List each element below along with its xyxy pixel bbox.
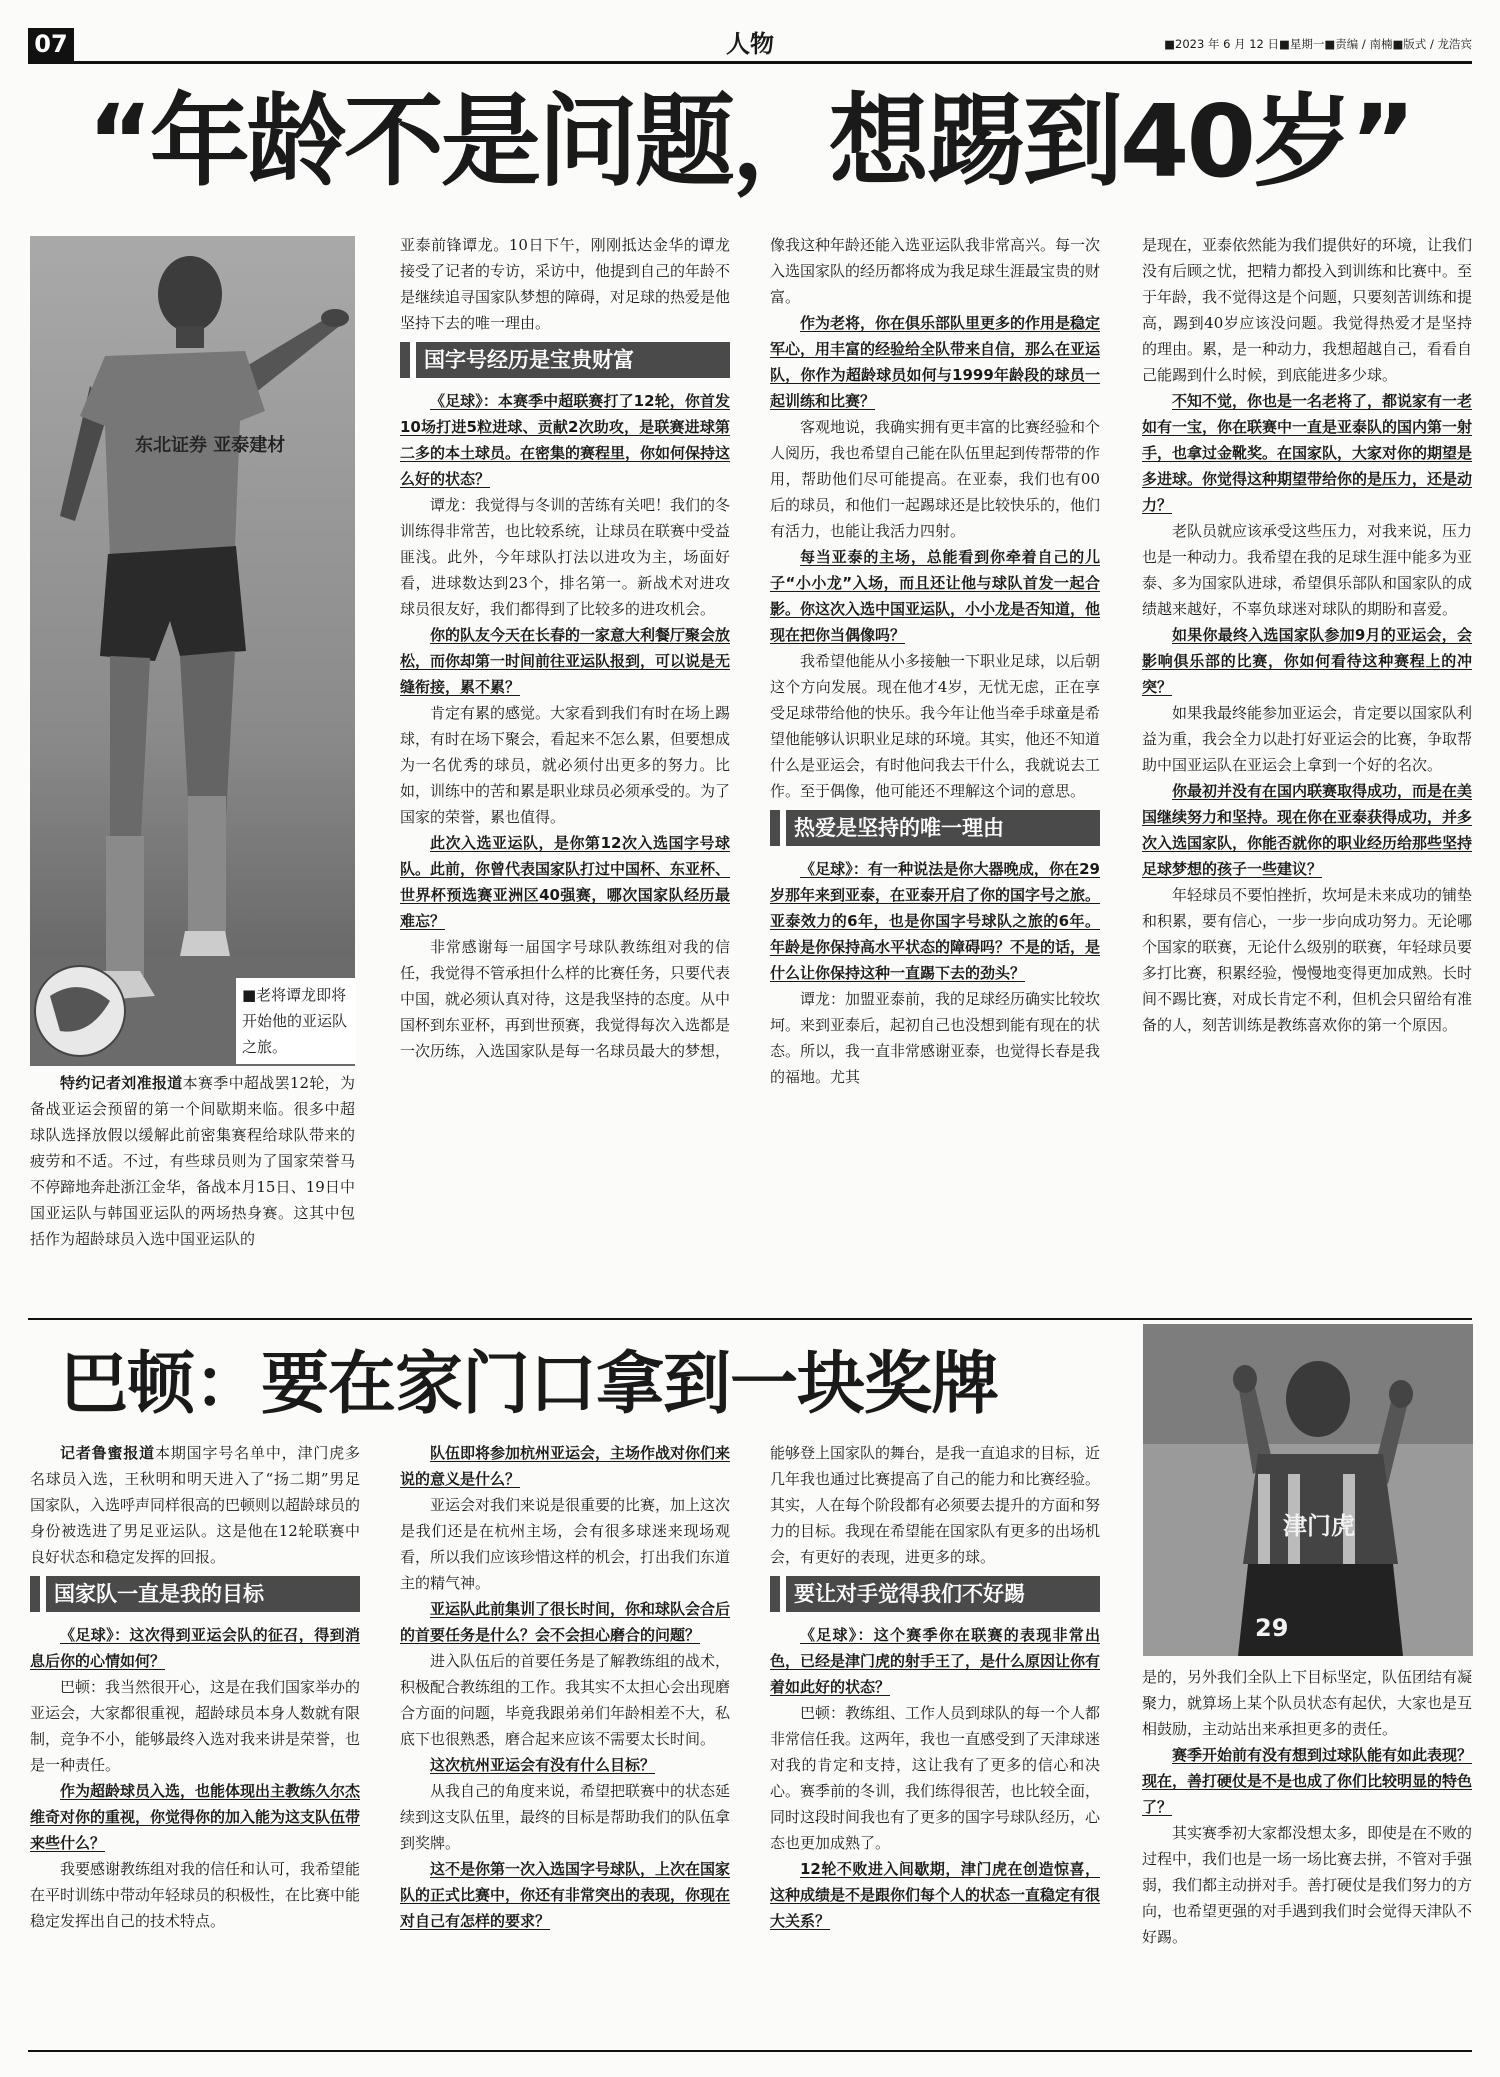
story2-col1-text: 本期国字号名单中，津门虎多名球员入选，王秋明和明天进入了“扬二期”男足国家队，入选呼声同样很高的巴顿则以超龄球员的身份被选进了男足亚运队。这是他在12轮联赛中良好状态和稳定发挥的回报。 [30,1444,361,1566]
story2-byline: 记者鲁蜜报道 [60,1444,155,1462]
story2-column-2 [400,1440,730,1934]
story1-col1-text: 本赛季中超战罢12轮，为备战亚运会预留的第一个间歇期来临。很多中超球队选择放假以缓解此前密集赛程给球队带来的疲劳和不适。不过，有些球员则为了国家荣誉马不停蹄地奔赴浙江金华，备战本月15日、19日中国亚运队与韩国亚运队的两场热身赛。这其中包括作为超龄球员入选中国亚运队的 [30,1074,355,1248]
section-name: 人物 [726,30,774,58]
page-number: 07 [28,28,74,61]
story1-photo-caption: ■老将谭龙即将开始他的亚运队之旅。 [236,978,356,1064]
jersey-sponsor-text: 津门虎 [1283,1512,1355,1540]
story2-question: 这次杭州亚运会有没有什么目标？ [430,1756,656,1774]
story2-question: 作为超龄球员入选，也能体现出主教练久尔杰维奇对你的重视，你觉得你的加入能为这支队伍带来些什么？ [30,1782,361,1852]
story2-column-3 [770,1440,1100,1934]
story1-answer: 谭龙：加盟亚泰前，我的足球经历确实比较坎坷。来到亚泰后，起初自己也没想到能有现在的状态。所以，我一直非常感谢亚泰，也觉得长春是我的福地。尤其 [770,990,1101,1086]
story1-question: 作为老将，你在俱乐部队里更多的作用是稳定军心，用丰富的经验给全队带来自信，那么在亚运队，你作为超龄球员如何与1999年龄段的球员一起训练和比赛？ [770,314,1101,410]
story1-answer: 我希望他能从小多接触一下职业足球，以后朝这个方向发展。现在他才4岁，无忧无虑，正在享受足球带给他的快乐。我今年让他当牵手球童是希望他能够认识职业足球的环境。其实，他还不知道什么是亚运会，有时他问我去干什么，我就说去工作。至于偶像，他可能还不理解这个词的意思。 [770,652,1101,800]
story1-subhead-1: 国字号经历是宝贵财富 [400,342,730,378]
story1-column-4 [1142,232,1472,1038]
story1-answer: 肯定有累的感觉。大家看到我们有时在场上踢球，有时在场下聚会，看起来不怎么累，但要想成为一名优秀的球员，就必须付出更多的努力。比如，训练中的苦和累是职业球员必须承受的。为了国家的荣誉，累也值得。 [400,704,731,826]
story1-answer: 客观地说，我确实拥有更丰富的比赛经验和个人阅历，我也希望自己能在队伍里起到传帮带的作用，帮助他们尽可能提高。在亚泰，我们也有00后的球员，和他们一起踢球还是比较快乐的，他们有活力，也能让我活力四射。 [770,418,1101,540]
story1-question: 《足球》：有一种说法是你大器晚成，你在29岁那年来到亚泰，在亚泰开启了你的国字号之旅。亚泰效力的6年，也是你国字号球队之旅的6年。年龄是你保持高水平状态的障碍吗？不是的话，是什么让你保持这种一直踢下去的劲头？ [770,860,1101,982]
story2-headline: 巴顿：要在家门口拿到一块奖牌 [60,1345,999,1424]
story1-col3-intro: 像我这种年龄还能入选亚运队我非常高兴。每一次入选国家队的经历都将成为我足球生涯最宝贵的财富。 [770,236,1101,306]
story1-question: 此次入选亚运队，是你第12次入选国字号球队。此前，你曾代表国家队打过中国杯、东亚杯、世界杯预选赛亚洲区40强赛，哪次国家队经历最难忘？ [400,834,731,930]
story1-answer: 谭龙：我觉得与冬训的苦练有关吧！我们的冬训练得非常苦，也比较系统，让球员在联赛中受益匪浅。此外，今年球队打法以进攻为主，场面好看，进球数达到23个，排名第一。新战术对进攻球员很友好，我们都得到了比较多的进攻机会。 [400,496,731,618]
story1-question: 如果你最终入选国家队参加9月的亚运会，会影响俱乐部的比赛，你如何看待这种赛程上的冲突？ [1142,626,1472,696]
story1-subhead-2: 热爱是坚持的唯一理由 [770,810,1100,846]
story2-subhead-2: 要让对手觉得我们不好踢 [770,1576,1100,1612]
story1-answer: 非常感谢每一届国字号球队教练组对我的信任，我觉得不管承担什么样的比赛任务，只要代表中国，就必须认真对待，这是我坚持的态度。从中国杯到东亚杯，再到世预赛，我觉得每次入选都是一次历练，入选国家队是每一名球员最大的梦想， [400,938,731,1060]
story2-question: 《足球》：这个赛季你在联赛的表现非常出色，已经是津门虎的射手王了，是什么原因让你有着如此好的状态？ [770,1626,1101,1696]
page-bottom-rule [28,2050,1472,2052]
story2-answer: 其实赛季初大家都没想太多，即使是在不败的过程中，我们也是一场一场比赛去拼，不管对手强弱，我们都主动拼对手。善打硬仗是我们努力的方向，也希望更强的对手遇到我们时会觉得天津队不好踢。 [1142,1824,1473,1946]
story2-answer: 我要感谢教练组对我的信任和认可，我希望能在平时训练中带动年轻球员的积极性，在比赛中能稳定发挥出自己的技术特点。 [30,1860,361,1930]
story2-question: 12轮不败进入间歇期，津门虎在创造惊喜，这种成绩是不是跟你们每个人的状态一直稳定有很大关系？ [770,1860,1101,1930]
story-divider [28,1318,1472,1320]
story1-headline: “年龄不是问题，想踢到40岁” [87,83,1413,200]
story1-byline: 特约记者刘准报道 [60,1074,183,1092]
story1-question: 每当亚泰的主场，总能看到你牵着自己的儿子“小小龙”入场，而且还让他与球队首发一起合影。你这次入选中国亚运队，小小龙是否知道，他现在把你当偶像吗？ [770,548,1101,644]
story2-col3-intro: 能够登上国家队的舞台，是我一直追求的目标，近几年我也通过比赛提高了自己的能力和比赛经验。其实，人在每个阶段都有必须要去提升的方面和努力的目标。我现在希望能在国家队有更多的出场机会，有更好的表现，进更多的球。 [770,1444,1101,1566]
story2-photo [1143,1324,1473,1656]
story2-question: 《足球》：这次得到亚运会队的征召，得到消息后你的心情如何？ [30,1626,360,1670]
story1-col2-intro: 亚泰前锋谭龙。10日下午，刚刚抵达金华的谭龙接受了记者的专访，采访中，他提到自己的年龄不是继续追寻国家队梦想的障碍，对足球的热爱是他坚持下去的唯一理由。 [400,236,731,332]
story2-question: 赛季开始前有没有想到过球队能有如此表现？现在，善打硬仗是不是也成了你们比较明显的特色了？ [1142,1746,1473,1816]
story1-question: 你最初并没有在国内联赛取得成功，而是在美国继续努力和坚持。现在你在亚泰获得成功，并多次入选国家队，你能否就你的职业经历给那些坚持足球梦想的孩子一些建议？ [1142,782,1473,878]
story2-answer: 亚运会对我们来说是很重要的比赛，加上这次是我们还是在杭州主场，会有很多球迷来现场观看，所以我们应该珍惜这样的机会，打出我们东道主的精气神。 [400,1496,731,1592]
story1-answer: 如果我最终能参加亚运会，肯定要以国家队利益为重，我会全力以赴打好亚运会的比赛，争取帮助中国亚运队在亚运会上拿到一个好的名次。 [1142,704,1473,774]
story2-question: 队伍即将参加杭州亚运会，主场作战对你们来说的意义是什么？ [400,1444,731,1488]
story1-column-1 [30,1070,355,1252]
story1-col4-intro: 是现在，亚泰依然能为我们提供好的环境，让我们没有后顾之忧，把精力都投入到训练和比赛中。至于年龄，我不觉得这是个问题，只要刻苦训练和提高，踢到40岁应该没问题。我觉得热爱才是坚持的理由。累，是一种动力，我想超越自己，看看自己能踢到什么时候，到底能进多少球。 [1142,236,1473,384]
jersey-sponsor-text: 东北证券 亚泰建材 [135,435,286,456]
story1-column-2 [400,232,730,1064]
story1-answer: 年轻球员不要怕挫折，坎坷是未来成功的铺垫和积累，要有信心，一步一步向成功努力。无论哪个国家的联赛，无论什么级别的联赛，年轻球员要多打比赛，积累经验，慢慢地变得更加成熟。长时间不踢比赛，对成长肯定不利，但机会只留给有准备的人，刻苦训练是教练喜欢你的第一个原因。 [1142,886,1473,1034]
page-header [28,28,1472,64]
story2-column-1 [30,1440,360,1934]
story2-answer: 进入队伍后的首要任务是了解教练组的战术，积极配合教练组的工作。我其实不太担心会出现磨合方面的问题，毕竟我跟弟弟们年龄相差不大，私底下也很熟悉，磨合起来应该不需要太长时间。 [400,1652,731,1748]
story1-question: 你的队友今天在长春的一家意大利餐厅聚会放松，而你却第一时间前往亚运队报到，可以说是无缝衔接，累不累？ [400,626,731,696]
story2-answer: 巴顿：我当然很开心，这是在我们国家举办的亚运会，大家都很重视，超龄球员本身人数就有限制，竞争不小，能够最终入选对我来讲是荣誉，也是一种责任。 [30,1678,361,1774]
story2-question: 亚运队此前集训了很长时间，你和球队会合后的首要任务是什么？会不会担心磨合的问题？ [400,1600,731,1644]
story1-photo [30,236,355,1066]
story1-question: 《足球》：本赛季中超联赛打了12轮，你首发10场打进5粒进球、贡献2次助攻，是联赛进球第二多的本土球员。在密集的赛程里，你如何保持这么好的状态？ [400,392,731,488]
story2-column-4 [1142,1664,1472,1950]
story2-question: 这不是你第一次入选国字号球队，上次在国家队的正式比赛中，你还有非常突出的表现，你现在对自己有怎样的要求？ [400,1860,731,1930]
story1-column-3 [770,232,1100,1090]
story1-answer: 老队员就应该承受这些压力，对我来说，压力也是一种动力。我希望在我的足球生涯中能多为亚泰、多为国家队进球，希望俱乐部队和国家队的成绩越来越好，不辜负球迷对球队的期盼和喜爱。 [1142,522,1473,618]
story1-question: 不知不觉，你也是一名老将了，都说家有一老如有一宝，你在联赛中一直是亚泰队的国内第一射手，也拿过金靴奖。在国家队，大家对你的期望是多进球。你觉得这种期望带给你的是压力，还是动力？ [1142,392,1473,514]
story2-answer: 从我自己的角度来说，希望把联赛中的状态延续到这支队伍里，最终的目标是帮助我们的队伍拿到奖牌。 [400,1782,731,1852]
issue-meta: ■2023 年 6 月 12 日■星期一■责编 / 南楠■版式 / 龙浩宾 [1164,37,1472,51]
story2-subhead-1: 国家队一直是我的目标 [30,1576,360,1612]
story2-answer: 巴顿：教练组、工作人员到球队的每一个人都非常信任我。这两年，我也一直感受到了天津球迷对我的肯定和支持，这让我有了更多的信心和决心。赛季前的冬训，我们练得很苦，也比较全面，同时这段时间我也有了更多的国字号球队经历，心态也更加成熟了。 [770,1704,1101,1852]
story2-col4-intro: 是的，另外我们全队上下目标坚定，队伍团结有凝聚力，就算场上某个队员状态有起伏，大家也是互相鼓励，主动站出来承担更多的责任。 [1142,1668,1473,1738]
jersey-number: 29 [1255,1614,1289,1642]
